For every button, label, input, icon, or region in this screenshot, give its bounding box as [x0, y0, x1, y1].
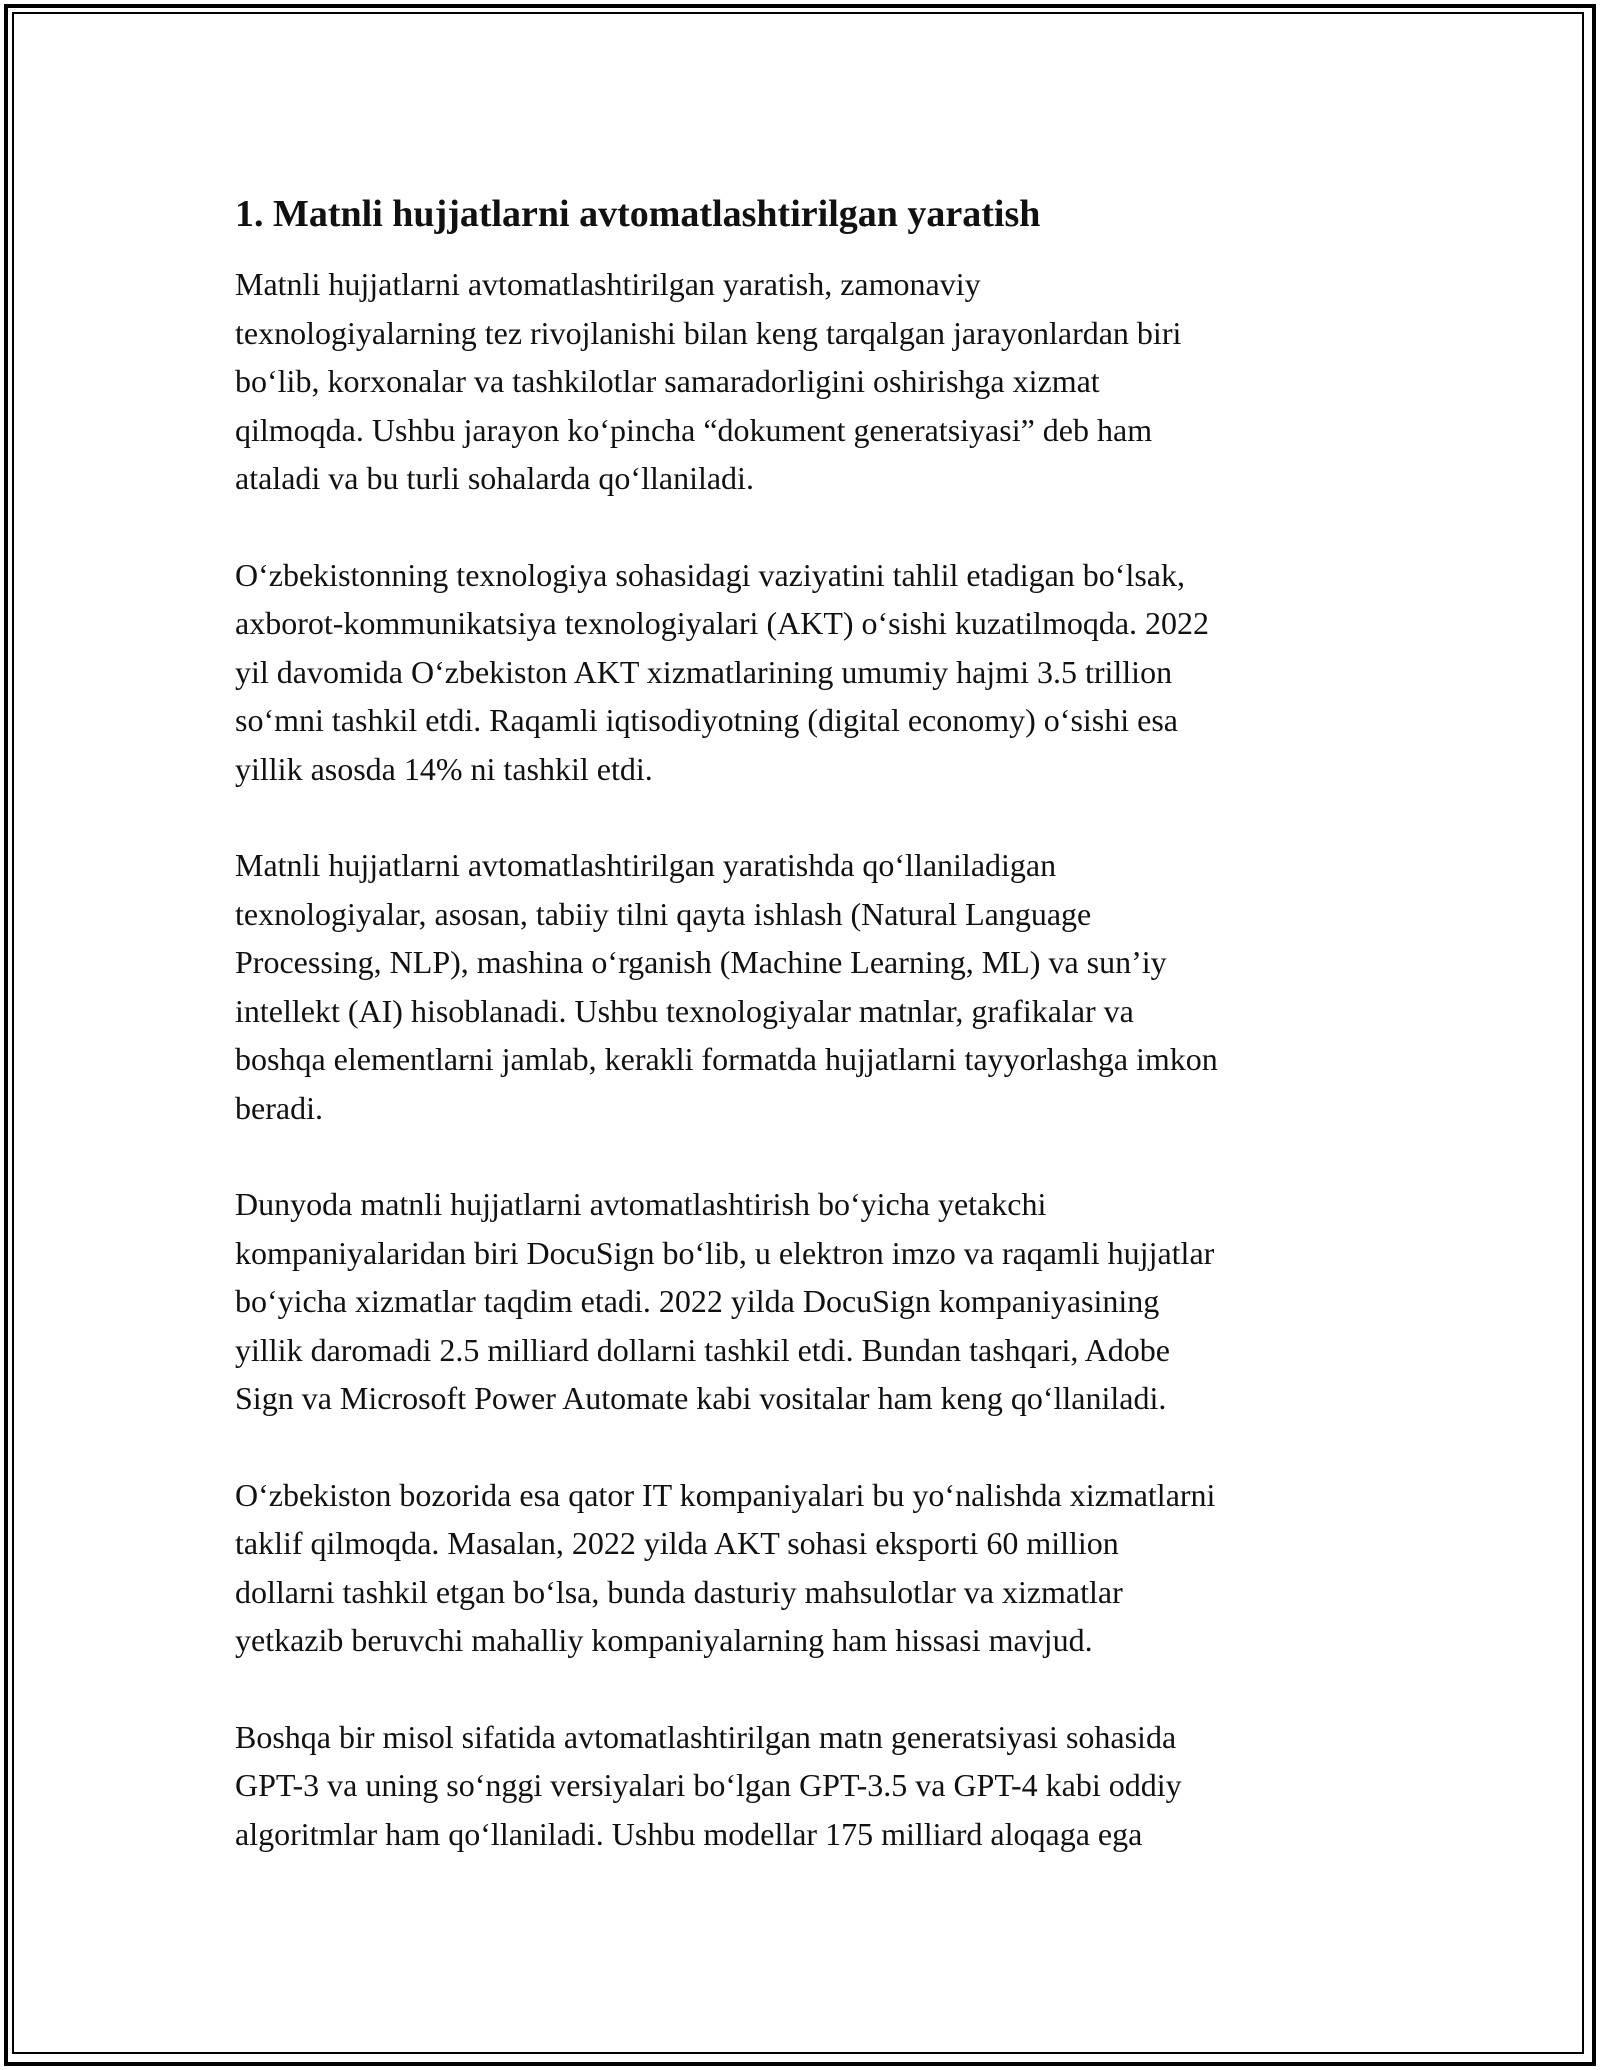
text-line: algoritmlar ham qoʻllaniladi. Ushbu modellar 175 milliard aloqaga ega [235, 1815, 1143, 1852]
text-line: dollarni tashkil etgan boʻlsa, bunda dasturiy mahsulotlar va xizmatlar [235, 1573, 1123, 1610]
text-line: Dunyoda matnli hujjatlarni avtomatlashtirish boʻyicha yetakchi [235, 1186, 1047, 1222]
text-line: Matnli hujjatlarni avtomatlashtirilgan yaratishda qoʻllaniladigan [235, 847, 1057, 883]
text-line: boʻyicha xizmatlar taqdim etadi. 2022 yilda DocuSign kompaniyasining [235, 1283, 1160, 1319]
paragraph [235, 551, 1365, 794]
text-line: intellekt (AI) hisoblanadi. Ushbu texnologiyalar matnlar, grafikalar va [235, 992, 1134, 1029]
text-line: boʻlib, korxonalar va tashkilotlar samaradorligini oshirishga xizmat [235, 363, 1100, 399]
paragraph-list [235, 260, 1365, 1858]
text-line: Sign va Microsoft Power Automate kabi vositalar ham keng qoʻllaniladi. [235, 1380, 1167, 1416]
text-line: Processing, NLP), mashina oʻrganish (Machine Learning, ML) va sun’iy [235, 944, 1167, 980]
paragraph [235, 1180, 1365, 1423]
text-line: soʻmni tashkil etdi. Raqamli iqtisodiyotning (digital economy) oʻsishi esa [235, 702, 1178, 738]
text-line: yetkazib beruvchi mahalliy kompaniyalarning ham hissasi mavjud. [235, 1622, 1093, 1658]
paragraph [235, 841, 1365, 1132]
text-line: axborot-kommunikatsiya texnologiyalari (AKT) oʻsishi kuzatilmoqda. 2022 [235, 605, 1210, 641]
text-line: GPT-3 va uning soʻnggi versiyalari boʻlgan GPT-3.5 va GPT-4 kabi oddiy [235, 1767, 1182, 1803]
text-line: Boshqa bir misol sifatida avtomatlashtirilgan matn generatsiyasi sohasida [235, 1718, 1177, 1755]
paragraph [235, 1471, 1365, 1665]
paragraph [235, 260, 1365, 503]
paragraph [235, 1713, 1365, 1859]
text-line: boshqa elementlarni jamlab, kerakli formatda hujjatlarni tayyorlashga imkon [235, 1041, 1218, 1077]
text-line: Matnli hujjatlarni avtomatlashtirilgan yaratish, zamonaviy [235, 266, 981, 302]
text-line: yil davomida Oʻzbekiston AKT xizmatlarining umumiy hajmi 3.5 trillion [235, 653, 1173, 690]
text-line: qilmoqda. Ushbu jarayon koʻpincha “dokument generatsiyasi” deb ham [235, 411, 1153, 448]
text-line: Oʻzbekistonning texnologiya sohasidagi vaziyatini tahlil etadigan boʻlsak, [235, 556, 1185, 593]
section-heading: 1. Matnli hujjatlarni avtomatlashtirilgan yaratish [235, 193, 1041, 235]
text-line: ataladi va bu turli sohalarda qoʻllaniladi. [235, 460, 754, 496]
text-line: beradi. [235, 1089, 323, 1126]
text-line: taklif qilmoqda. Masalan, 2022 yilda AKT sohasi eksporti 60 million [235, 1525, 1119, 1561]
text-line: texnologiyalarning tez rivojlanishi bilan keng tarqalgan jarayonlardan biri [235, 314, 1182, 351]
text-line: yillik asosda 14% ni tashkil etdi. [235, 750, 653, 787]
text-line: kompaniyalaridan biri DocuSign boʻlib, u elektron imzo va raqamli hujjatlar [235, 1234, 1215, 1271]
document-body [235, 188, 1365, 1906]
text-line: Oʻzbekiston bozorida esa qator IT kompaniyalari bu yoʻnalishda xizmatlarni [235, 1476, 1216, 1513]
text-line: yillik daromadi 2.5 milliard dollarni tashkil etdi. Bundan tashqari, Adobe [235, 1331, 1170, 1368]
text-line: texnologiyalar, asosan, tabiiy tilni qayta ishlash (Natural Language [235, 895, 1092, 932]
